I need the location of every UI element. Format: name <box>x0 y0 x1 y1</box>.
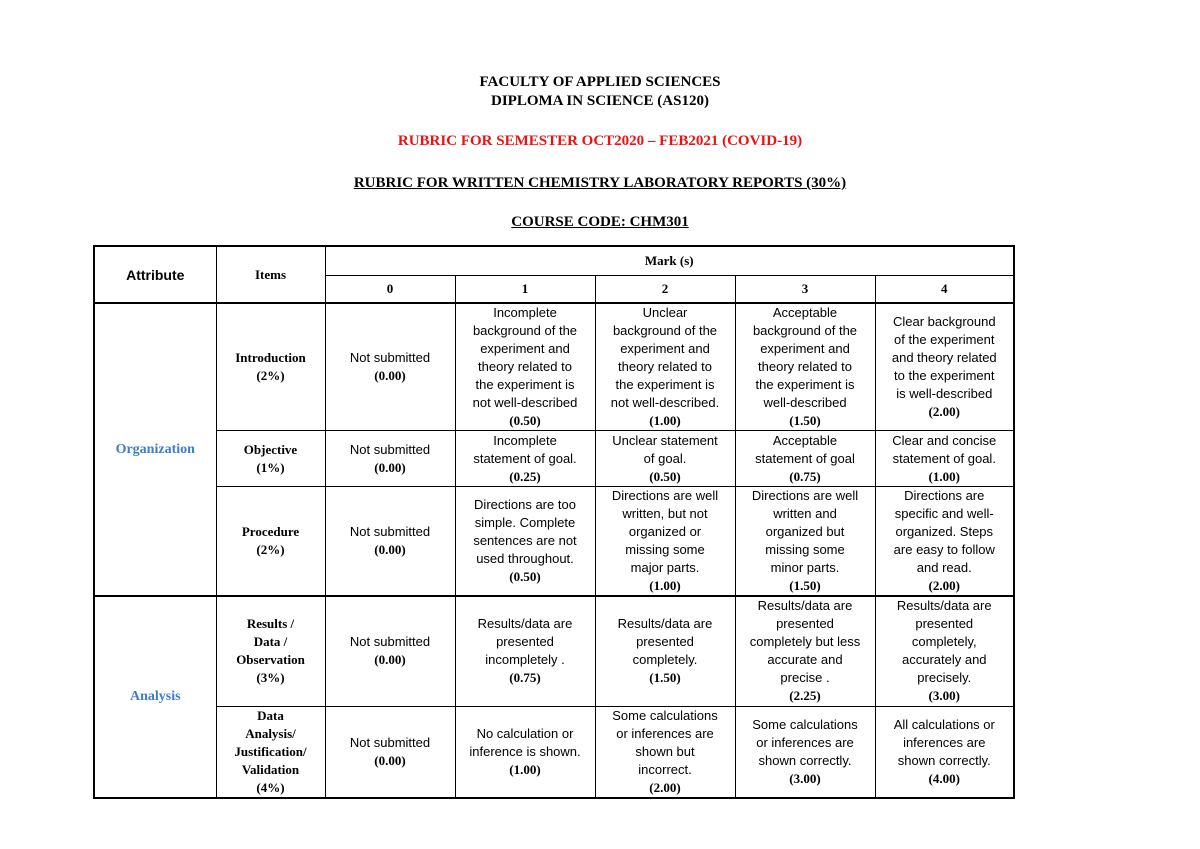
rubric-cell <box>735 706 875 798</box>
cell-mark: (2.00) <box>928 404 960 419</box>
diploma-title: DIPLOMA IN SCIENCE (AS120) <box>491 93 709 109</box>
cell-desc: Some calculations or inferences are shown correctly. <box>752 716 858 768</box>
cell-mark: (1.50) <box>649 670 681 686</box>
cell-mark: (0.50) <box>509 413 541 428</box>
rubric-cell <box>595 706 735 798</box>
rubric-cell <box>735 431 875 487</box>
rubric-cell <box>325 487 455 597</box>
cell-desc: Not submitted <box>349 734 431 750</box>
rubric-cell <box>455 596 595 706</box>
faculty-title: FACULTY OF APPLIED SCIENCES <box>479 74 721 90</box>
item-weight: (2%) <box>256 542 285 557</box>
cell-desc: Results/data are presented completely but less accurate and precise . <box>749 598 861 686</box>
cell-mark: (0.00) <box>374 368 406 383</box>
cell-mark: (1.00) <box>649 578 681 593</box>
cell-mark: (1.50) <box>789 413 821 428</box>
cell-desc: All calculations or inferences are shown correctly. <box>893 716 995 768</box>
item-objective <box>216 431 325 487</box>
cell-mark: (1.00) <box>509 761 541 777</box>
cell-mark: (4.00) <box>928 770 960 786</box>
cell-mark: (0.75) <box>509 670 541 686</box>
cell-desc: Not submitted <box>349 350 431 365</box>
rubric-cell <box>455 706 595 798</box>
cell-desc: Acceptable background of the experiment and theory related to the experiment is well-described <box>752 305 858 410</box>
cell-desc: Results/data are presented completely, accurately and precisely. <box>896 598 992 686</box>
item-weight: (3%) <box>256 670 285 686</box>
cell-desc: Directions are well written and organized but missing some minor parts. <box>751 488 859 575</box>
cell-mark: (0.00) <box>374 652 406 668</box>
rubric-cell <box>455 303 595 431</box>
cell-mark: (1.00) <box>928 468 960 484</box>
cell-desc: Results/data are presented completely. <box>617 616 713 668</box>
attribute-header: Attribute <box>94 246 216 303</box>
rubric-cell <box>735 596 875 706</box>
cell-desc: Results/data are presented incompletely . <box>477 616 573 668</box>
cell-desc: Not submitted <box>349 524 431 539</box>
rubric-cell <box>875 487 1014 597</box>
item-label: Objective <box>243 441 298 457</box>
rubric-cell <box>595 303 735 431</box>
rubric-cell <box>325 303 455 431</box>
rubric-cell <box>325 431 455 487</box>
rubric-cell <box>325 706 455 798</box>
rubric-cell <box>735 303 875 431</box>
cell-mark: (2.00) <box>649 779 681 795</box>
cell-mark: (0.50) <box>649 468 681 484</box>
rubric-cell <box>875 706 1014 798</box>
item-label: Data Analysis/ Justification/ Validation <box>234 707 307 777</box>
item-weight: (1%) <box>256 459 285 475</box>
cell-mark: (0.00) <box>374 459 406 475</box>
cell-desc: Directions are well written, but not organized or missing some major parts. <box>611 488 719 575</box>
attribute-analysis: Analysis <box>94 596 216 798</box>
item-procedure <box>216 487 325 597</box>
cell-mark: (0.25) <box>509 468 541 484</box>
rubric-cell <box>595 431 735 487</box>
cell-mark: (3.00) <box>928 688 960 704</box>
mark-col-3: 3 <box>735 275 875 303</box>
item-weight: (2%) <box>256 368 285 383</box>
item-label: Procedure <box>241 524 300 539</box>
rubric-title: RUBRIC FOR WRITTEN CHEMISTRY LABORATORY REPORTS (30%) <box>353 175 847 191</box>
mark-col-1: 1 <box>455 275 595 303</box>
cell-desc: Directions are too simple. Complete sentences are not used throughout. <box>473 497 577 566</box>
semester-title: RUBRIC FOR SEMESTER OCT2020 – FEB2021 (COVID-19) <box>397 133 803 149</box>
rubric-cell <box>735 487 875 597</box>
cell-desc: Acceptable statement of goal <box>755 432 855 466</box>
cell-desc: No calculation or inference is shown. <box>469 725 581 759</box>
cell-desc: Not submitted <box>349 634 431 650</box>
cell-desc: Clear and concise statement of goal. <box>892 432 997 466</box>
cell-mark: (3.00) <box>789 770 821 786</box>
mark-col-0: 0 <box>325 275 455 303</box>
cell-mark: (2.25) <box>789 688 821 704</box>
mark-col-2: 2 <box>595 275 735 303</box>
cell-desc: Some calculations or inferences are shown but incorrect. <box>612 707 718 777</box>
rubric-table <box>93 245 1015 799</box>
mark-col-4: 4 <box>875 275 1014 303</box>
rubric-cell <box>455 487 595 597</box>
item-weight: (4%) <box>256 779 285 795</box>
item-introduction <box>216 303 325 431</box>
rubric-cell <box>875 596 1014 706</box>
items-header: Items <box>216 246 325 303</box>
cell-mark: (1.00) <box>649 413 681 428</box>
cell-mark: (0.50) <box>509 569 541 584</box>
item-label: Introduction <box>235 350 306 365</box>
cell-mark: (1.50) <box>789 578 821 593</box>
mark-header: Mark (s) <box>325 246 1014 275</box>
rubric-cell <box>325 596 455 706</box>
cell-mark: (2.00) <box>928 578 960 593</box>
cell-desc: Incomplete background of the experiment and theory related to the experiment is not well-described <box>472 305 578 410</box>
rubric-cell <box>595 487 735 597</box>
rubric-cell <box>875 303 1014 431</box>
attribute-organization: Organization <box>94 303 216 596</box>
course-code: COURSE CODE: CHM301 <box>511 214 689 230</box>
item-data-analysis <box>216 706 325 798</box>
cell-desc: Clear background of the experiment and theory related to the experiment is well-described <box>891 314 997 401</box>
cell-desc: Unclear background of the experiment and theory related to the experiment is not well-described. <box>610 305 720 410</box>
cell-desc: Directions are specific and well- organized. Steps are easy to follow and read. <box>893 488 995 575</box>
cell-desc: Incomplete statement of goal. <box>473 432 577 466</box>
cell-mark: (0.00) <box>374 542 406 557</box>
rubric-cell <box>595 596 735 706</box>
cell-mark: (0.00) <box>374 752 406 768</box>
item-label: Results / Data / Observation <box>236 616 305 668</box>
cell-desc: Unclear statement of goal. <box>612 432 718 466</box>
rubric-cell <box>455 431 595 487</box>
rubric-cell <box>875 431 1014 487</box>
cell-desc: Not submitted <box>349 441 431 457</box>
item-results <box>216 596 325 706</box>
cell-mark: (0.75) <box>789 468 821 484</box>
